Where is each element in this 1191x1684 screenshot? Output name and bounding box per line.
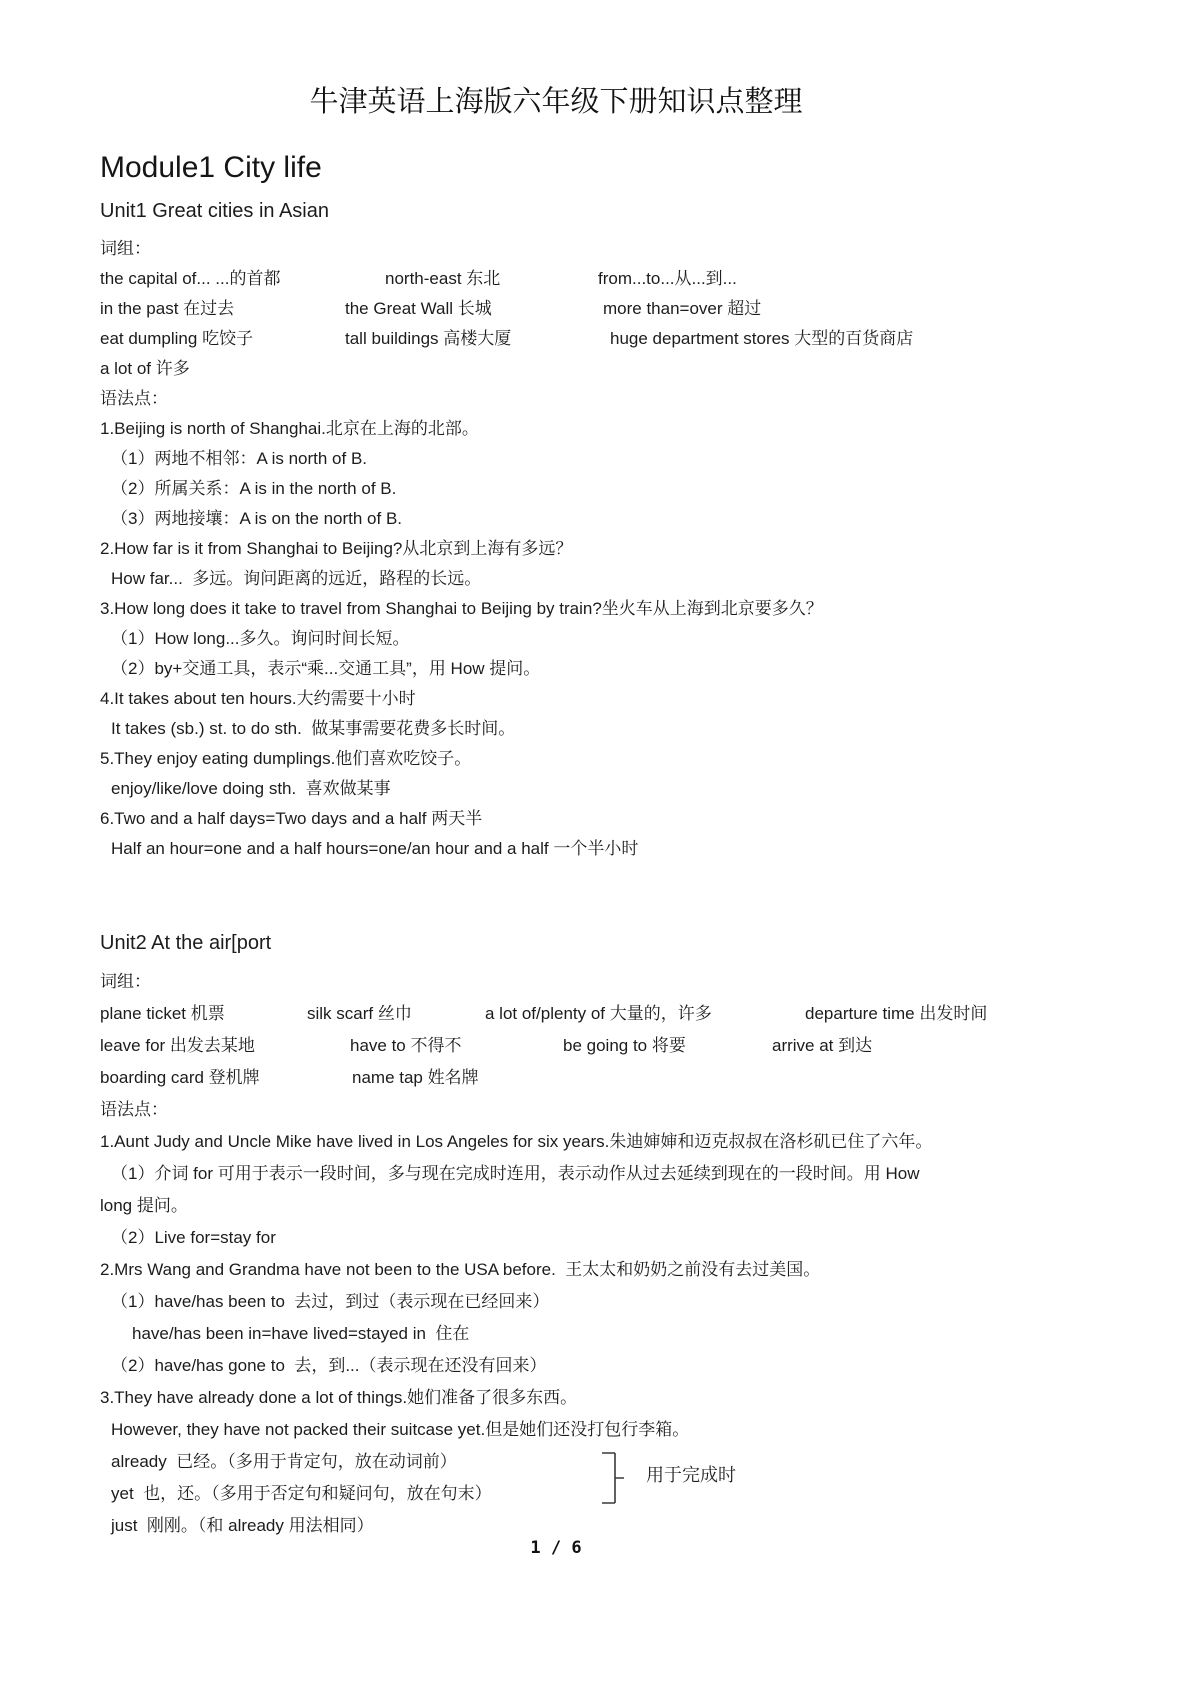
grammar-line: （1）have/has been to 去过，到过（表示现在已经回来） bbox=[111, 1292, 550, 1311]
bracket-annotation: 用于完成时 bbox=[646, 1465, 736, 1485]
grammar-line: enjoy/like/love doing sth. 喜欢做某事 bbox=[111, 779, 391, 798]
vocab-row bbox=[100, 264, 1012, 294]
vocab-item: be going to 将要 bbox=[563, 1036, 686, 1055]
grammar-line: already 已经。（多用于肯定句，放在动词前） bbox=[111, 1452, 457, 1471]
unit1-body bbox=[100, 234, 1012, 864]
grammar-line: 3.They have already done a lot of things.她们准备了很多东西。 bbox=[100, 1388, 578, 1407]
grammar-label: 语法点： bbox=[100, 389, 168, 408]
grammar-line: How far... 多远。询问距离的远近，路程的长远。 bbox=[111, 569, 482, 588]
grammar-line: 2.How far is it from Shanghai to Beijing?从北京到上海有多远？ bbox=[100, 539, 573, 558]
grammar-line: just 刚刚。（和 already 用法相同） bbox=[111, 1516, 374, 1535]
vocab-row bbox=[100, 324, 1012, 354]
grammar-line: （1）两地不相邻：A is north of B. bbox=[111, 449, 368, 468]
vocab-row bbox=[100, 998, 1012, 1030]
grammar-line: long 提问。 bbox=[100, 1196, 188, 1215]
right-brace-icon bbox=[600, 1451, 626, 1505]
vocab-item: plane ticket 机票 bbox=[100, 1004, 225, 1023]
unit2-section bbox=[100, 930, 1012, 1542]
grammar-label: 语法点： bbox=[100, 1100, 168, 1119]
vocab-item: arrive at 到达 bbox=[772, 1036, 873, 1055]
grammar-line: 4.It takes about ten hours.大约需要十小时 bbox=[100, 689, 416, 708]
vocab-item: departure time 出发时间 bbox=[805, 1004, 988, 1023]
vocab-item: the capital of... ...的首都 bbox=[100, 269, 281, 288]
vocab-row bbox=[100, 354, 1012, 384]
grammar-line: （1）介词 for 可用于表示一段时间，多与现在完成时连用，表示动作从过去延续到现在的一段时间。用 How bbox=[111, 1164, 920, 1183]
vocab-item: a lot of 许多 bbox=[100, 359, 190, 378]
grammar-line: yet 也，还。（多用于否定句和疑问句，放在句末） bbox=[111, 1484, 492, 1503]
grammar-line: 2.Mrs Wang and Grandma have not been to the USA before. 王太太和奶奶之前没有去过美国。 bbox=[100, 1260, 821, 1279]
grammar-line: 5.They enjoy eating dumplings.他们喜欢吃饺子。 bbox=[100, 749, 472, 768]
page-number: 1 / 6 bbox=[530, 1538, 582, 1558]
page-title: 牛津英语上海版六年级下册知识点整理 bbox=[309, 86, 803, 118]
grammar-line: It takes (sb.) st. to do sth. 做某事需要花费多长时间。 bbox=[111, 719, 516, 738]
vocab-item: more than=over 超过 bbox=[603, 299, 762, 318]
vocab-item: huge department stores 大型的百货商店 bbox=[610, 329, 914, 348]
grammar-line: （2）by+交通工具，表示“乘...交通工具”，用 How 提问。 bbox=[111, 659, 541, 678]
vocab-item: the Great Wall 长城 bbox=[345, 299, 492, 318]
vocab-row bbox=[100, 1062, 1012, 1094]
vocab-item: have to 不得不 bbox=[350, 1036, 462, 1055]
unit2-heading: Unit2 At the air[port bbox=[100, 932, 272, 954]
unit1-section bbox=[100, 198, 1012, 864]
vocab-item: a lot of/plenty of 大量的，许多 bbox=[485, 1004, 712, 1023]
perfect-tense-bracket-group bbox=[100, 1446, 1012, 1510]
vocab-item: north-east 东北 bbox=[385, 269, 501, 288]
grammar-line: have/has been in=have lived=stayed in 住在 bbox=[132, 1324, 470, 1343]
module-heading: Module1 City life bbox=[100, 151, 322, 184]
unit1-heading: Unit1 Great cities in Asian bbox=[100, 200, 329, 222]
vocab-item: tall buildings 高楼大厦 bbox=[345, 329, 512, 348]
grammar-line: （2）所属关系：A is in the north of B. bbox=[111, 479, 397, 498]
grammar-line: However, they have not packed their suitcase yet.但是她们还没打包行李箱。 bbox=[111, 1420, 690, 1439]
vocab-row bbox=[100, 294, 1012, 324]
grammar-line: 6.Two and a half days=Two days and a half 两天半 bbox=[100, 809, 483, 828]
vocab-row bbox=[100, 1030, 1012, 1062]
grammar-line: （3）两地接壤：A is on the north of B. bbox=[111, 509, 403, 528]
vocab-item: in the past 在过去 bbox=[100, 299, 235, 318]
grammar-line: （2）Live for=stay for bbox=[111, 1228, 276, 1247]
vocab-item: eat dumpling 吃饺子 bbox=[100, 329, 254, 348]
vocab-label: 词组： bbox=[100, 972, 151, 991]
grammar-line: 1.Beijing is north of Shanghai.北京在上海的北部。 bbox=[100, 419, 479, 438]
grammar-line: （2）have/has gone to 去，到...（表示现在还没有回来） bbox=[111, 1356, 547, 1375]
vocab-item: name tap 姓名牌 bbox=[352, 1068, 479, 1087]
vocab-label: 词组： bbox=[100, 239, 151, 258]
vocab-item: from...to...从...到... bbox=[598, 269, 737, 288]
document-content bbox=[100, 84, 1012, 1542]
vocab-item: silk scarf 丝巾 bbox=[307, 1004, 412, 1023]
grammar-line: 3.How long does it take to travel from Shanghai to Beijing by train?坐火车从上海到北京要多久？ bbox=[100, 599, 823, 618]
unit2-body bbox=[100, 966, 1012, 1542]
grammar-line: 1.Aunt Judy and Uncle Mike have lived in Los Angeles for six years.朱迪婶婶和迈克叔叔在洛杉矶已住了六年。 bbox=[100, 1132, 933, 1151]
vocab-item: boarding card 登机牌 bbox=[100, 1068, 260, 1087]
vocab-item: leave for 出发去某地 bbox=[100, 1036, 255, 1055]
grammar-line: （1）How long...多久。询问时间长短。 bbox=[111, 629, 410, 648]
grammar-line: Half an hour=one and a half hours=one/an hour and a half 一个半小时 bbox=[111, 839, 639, 858]
